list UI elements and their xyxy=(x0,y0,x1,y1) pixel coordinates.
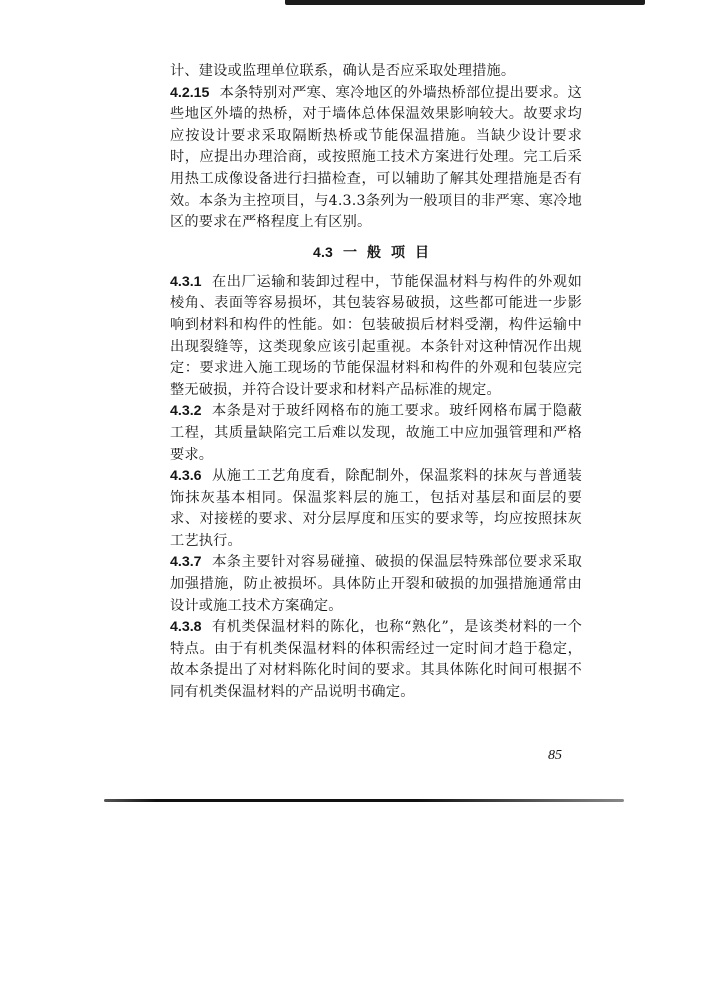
clause-text: 从施工工艺角度看，除配制外，保温浆料的抹灰与普通装饰抹灰基本相同。保温浆料层的施工，包括对基层和面层的要求、对接槎的要求、对分层厚度和压实的要求等，均应按照抹灰工艺执行。 xyxy=(170,468,582,549)
section-heading xyxy=(170,238,582,266)
section-title: 一般项目 xyxy=(343,243,440,260)
bottom-border-rule xyxy=(104,799,624,802)
clause-number: 4.3.1 xyxy=(170,273,202,290)
clause-4-3-7 xyxy=(170,552,582,617)
page-number: 85 xyxy=(548,748,562,763)
clause-4-3-8 xyxy=(170,617,582,703)
clause-text: 本条是对于玻纤网格布的施工要求。玻纤网格布属于隐蔽工程，其质量缺陷完工后难以发现，故施工中应加强管理和严格要求。 xyxy=(170,403,582,463)
clause-number: 4.3.8 xyxy=(170,619,202,636)
clause-4-2-15 xyxy=(170,83,582,234)
clause-text: 本条主要针对容易碰撞、破损的保温层特殊部位要求采取加强措施，防止被损坏。具体防止开裂和破损的加强措施通常由设计或施工技术方案确定。 xyxy=(170,554,582,614)
clause-text: 本条特别对严寒、寒冷地区的外墙热桥部位提出要求。这些地区外墙的热桥，对于墙体总体保温效果影响较大。故要求均应按设计要求采取隔断热桥或节能保温措施。当缺少设计要求时，应提出办理洽商，或按照施工技术方案进行处理。完工后采用热工成像设备进行扫描检查，可以辅助了解其处理措施是否有效。本条为主控项目，与4.3.3条列为一般项目的非严寒、寒冷地区的要求在严格程度上有区别。 xyxy=(170,84,582,231)
page-body xyxy=(170,61,582,704)
clause-number: 4.2.15 xyxy=(170,84,210,101)
clause-4-3-6 xyxy=(170,466,582,552)
clause-number: 4.3.6 xyxy=(170,468,202,485)
top-border-rule xyxy=(285,0,645,5)
continuation-paragraph: 计、建设或监理单位联系，确认是否应采取处理措施。 xyxy=(170,63,516,79)
clause-text: 有机类保温材料的陈化，也称“熟化”，是该类材料的一个特点。由于有机类保温材料的体积需经过一定时间才趋于稳定，故本条提出了对材料陈化时间的要求。其具体陈化时间可根据不同有机类保温材料的产品说明书确定。 xyxy=(170,619,582,701)
section-number: 4.3 xyxy=(312,243,334,260)
clause-number: 4.3.2 xyxy=(170,403,202,420)
clause-4-3-2 xyxy=(170,401,582,466)
clause-text: 在出厂运输和装卸过程中，节能保温材料与构件的外观如棱角、表面等容易损坏，其包装容易破损，这些都可能进一步影响到材料和构件的性能。如：包装破损后材料受潮，构件运输中出现裂缝等，这类现象应该引起重视。本条针对这种情况作出规定：要求进入施工现场的节能保温材料和构件的外观和包装应完整无破损，并符合设计要求和材料产品标准的规定。 xyxy=(170,273,582,398)
clause-4-3-1 xyxy=(170,272,582,402)
clause-number: 4.3.7 xyxy=(170,554,202,571)
